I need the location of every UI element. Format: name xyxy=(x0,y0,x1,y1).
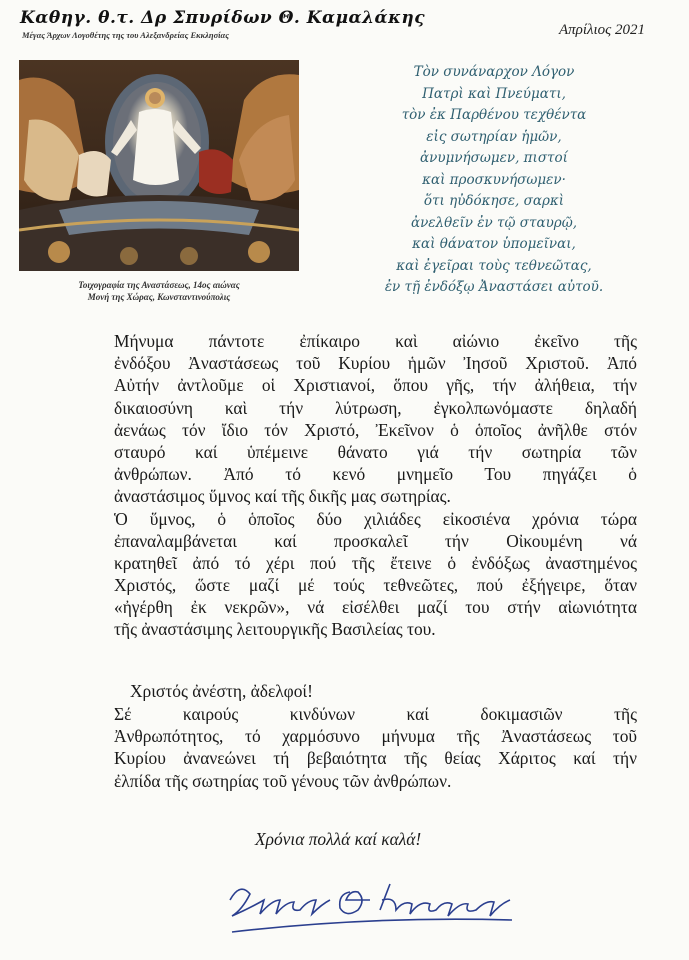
hymn-line: καὶ ἐγεῖραι τοὺς τεθνεῶτας, xyxy=(396,257,592,274)
body-line: Χριστός, ὥστε μαζί μέ τούς τεθνεῶτες, πού ἐξήγειρε, ὅταν xyxy=(114,575,637,596)
body-line: δικαιοσύνη καὶ τήν λύτρωση, ἐγκολπωνόμαστε δηλαδή xyxy=(114,397,637,418)
body-line: τῆς ἀναστάσιμης λειτουργικῆς Βασιλείας του. xyxy=(114,619,436,640)
hymn-line: Τὸν συνάναρχον Λόγον xyxy=(413,64,575,80)
hymn-line: καὶ προσκυνήσωμεν· xyxy=(422,171,566,188)
caption-line: Τοιχογραφία της Αναστάσεως, 14ος αιώνας xyxy=(78,280,240,290)
hymn-line: ἀνυμνήσωμεν, πιστοί xyxy=(420,150,568,166)
body-line: ἀνθρώπων. Ἀπό τό κενό μνημεῖο Του πηγάζει ὁ xyxy=(114,464,637,485)
hymn-line: ἀνελθεῖν ἐν τῷ σταυρῷ, xyxy=(410,214,578,231)
handwritten-signature xyxy=(220,870,520,940)
body-line: ἐνδόξου Ἀναστάσεως τοῦ Κυρίου ἡμῶν Ἰησοῦ Χριστοῦ. Ἀπό xyxy=(114,353,637,374)
paragraph-2 xyxy=(114,508,637,641)
easter-greeting: Χριστός ἀνέστη, ἀδελφοί! xyxy=(130,681,313,701)
caption-line: Μονή της Χώρας, Κωνσταντινούπολις xyxy=(87,292,231,302)
body-line: κρατηθεῖ ἀπό τό χέρι πού τῆς ἔτεινε ὁ ἐνδόξως ἀναστημένος xyxy=(114,552,637,573)
body-line: Μήνυμα πάντοτε ἐπίκαιρο καὶ αἰώνιο ἐκεῖνο τῆς xyxy=(114,331,637,351)
closing-wish: Χρόνια πολλά καί καλά! xyxy=(255,829,422,849)
resurrection-fresco-image xyxy=(19,60,299,271)
body-line: Ὁ ὕμνος, ὁ ὁποῖος δύο χιλιάδες εἰκοσιένα χρόνια τώρα xyxy=(114,508,637,529)
body-line: «ἠγέρθη ἐκ νεκρῶν», νά εἰσέλθει μαζί του στήν αἰωνιότητα xyxy=(114,597,637,618)
body-line: Αὐτήν ἀντλοῦμε οἱ Χριστιανοί, ὅπου γῆς, τήν ἀλήθεια, τήν xyxy=(114,375,637,396)
signature-drawing xyxy=(220,870,520,940)
fresco-illustration xyxy=(19,60,299,271)
body-line: ἀενάως τόν ἴδιο τόν Χριστό, Ἐκεῖνον ὁ ὁποῖος ἀνῆλθε στόν xyxy=(114,419,637,440)
body-line: ἐπαναλαμβάνεται καί προσκαλεῖ τήν Οἰκουμένη νά xyxy=(114,530,637,551)
hymn-line: ὅτι ηὐδόκησε, σαρκὶ xyxy=(423,193,565,209)
letter-date: Απρίλιος 2021 xyxy=(558,22,645,38)
hymn-text xyxy=(330,62,658,299)
body-line: Ἀνθρωπότητος, τό χαρμόσυνο μήνυμα τῆς Ἀναστάσεως τοῦ xyxy=(114,726,637,747)
author-title: Μέγας Άρχων Λογοθέτης της του Αλεξανδρείας Εκκλησίας xyxy=(22,30,230,40)
hymn-line: τὸν ἐκ Παρθένου τεχθέντα xyxy=(401,107,587,123)
body-line: ἐλπίδα τῆς σωτηρίας τοῦ γένους τῶν ἀνθρώπων. xyxy=(114,770,452,791)
hymn-line: εἰς σωτηρίαν ἡμῶν, xyxy=(426,128,562,145)
body-line: Σέ καιρούς κινδύνων καί δοκιμασιῶν τῆς xyxy=(114,704,637,724)
body-line: σταυρό καί ὑπέμεινε θάνατο γιά τήν σωτηρία τῶν xyxy=(114,441,637,462)
hymn-line: καὶ θάνατον ὑπομεῖναι, xyxy=(412,236,576,252)
fresco-caption xyxy=(19,279,299,303)
author-name: Καθηγ. θ.τ. Δρ Σπυρίδων Θ. Καμαλάκης xyxy=(20,8,426,28)
body-line: ἀναστάσιμος ὕμνος καί τῆς δικῆς μας σωτηρίας. xyxy=(114,486,451,507)
letter-body xyxy=(114,330,637,641)
hymn-line: Πατρὶ καὶ Πνεύματι, xyxy=(422,85,566,102)
body-line: Κυρίου ἀνανεώνει τή βεβαιότητα τῆς θείας Χάριτος καί τήν xyxy=(114,748,637,769)
paragraph-3 xyxy=(114,703,637,792)
letter-body-continued xyxy=(114,703,637,792)
hymn-line: ἐν τῇ ἐνδόξῳ Ἀναστάσει αὐτοῦ. xyxy=(384,279,604,295)
paragraph-1 xyxy=(114,330,637,508)
